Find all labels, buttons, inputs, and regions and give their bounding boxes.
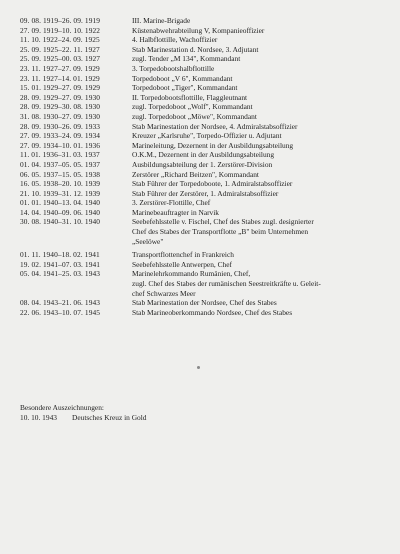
entry-date: 21. 10. 1939–31. 12. 1939 bbox=[20, 188, 101, 198]
award-date: 10. 10. 1943 bbox=[20, 412, 57, 422]
entry-description bbox=[132, 250, 390, 260]
entry-description bbox=[132, 83, 390, 93]
entry-description-line: Küstenabwehrabteilung V, Kompanieoffizier bbox=[132, 25, 265, 35]
timeline-entry bbox=[20, 298, 390, 308]
entry-description-line: Chef des Stabes der Transportflotte „B" beim Unternehmen bbox=[132, 227, 309, 237]
entry-date: 01. 11. 1940–18. 02. 1941 bbox=[20, 250, 100, 260]
entry-date: 11. 01. 1936–31. 03. 1937 bbox=[20, 150, 100, 160]
entry-description-line: chef Schwarzes Meer bbox=[132, 288, 196, 298]
timeline-entry bbox=[20, 26, 390, 36]
timeline-entry bbox=[20, 122, 390, 132]
timeline-entry bbox=[20, 308, 390, 318]
entry-date: 30. 08. 1940–31. 10. 1940 bbox=[20, 217, 101, 227]
entry-date: 25. 09. 1925–22. 11. 1927 bbox=[20, 44, 100, 54]
entry-date: 31. 08. 1930–27. 09. 1930 bbox=[20, 111, 101, 121]
entry-description bbox=[132, 93, 390, 103]
entry-description bbox=[132, 64, 390, 74]
timeline-entry bbox=[20, 83, 390, 93]
timeline-entry bbox=[20, 16, 390, 26]
timeline-entry bbox=[20, 179, 390, 189]
timeline-entry bbox=[20, 260, 390, 270]
entry-description-line: 3. Torpedobootshalbflottille bbox=[132, 63, 215, 73]
timeline-entry bbox=[20, 64, 390, 74]
entry-date: 05. 04. 1941–25. 03. 1943 bbox=[20, 269, 101, 279]
entry-description bbox=[132, 189, 390, 199]
entry-description-line: Marinebeauftragter in Narvik bbox=[132, 207, 220, 217]
timeline-entry bbox=[20, 160, 390, 170]
timeline-entry bbox=[20, 74, 390, 84]
entry-date: 01. 04. 1937–05. 05. 1937 bbox=[20, 159, 101, 169]
section-divider-dot bbox=[197, 366, 200, 369]
entry-description-line: O.K.M., Dezernent in der Ausbildungsabteilung bbox=[132, 150, 275, 160]
entry-description-line: zugl. Tender „M 134", Kommandant bbox=[132, 54, 241, 64]
entry-description bbox=[132, 160, 390, 170]
entry-description-line: zugl. Torpedoboot „Möwe", Kommandant bbox=[132, 111, 257, 121]
entry-description-line: zugl. Chef des Stabes der rumänischen Seestreitkräfte u. Geleit- bbox=[132, 279, 321, 289]
entry-date: 27. 09. 1934–10. 01. 1936 bbox=[20, 140, 101, 150]
entry-description-line: zugl. Torpedoboot „Wolf", Kommandant bbox=[132, 102, 253, 112]
entry-description bbox=[132, 150, 390, 160]
entry-date: 15. 01. 1929–27. 09. 1929 bbox=[20, 83, 101, 93]
entry-description bbox=[132, 74, 390, 84]
entry-description bbox=[132, 45, 390, 55]
timeline-entry bbox=[20, 198, 390, 208]
awards-heading: Besondere Auszeichnungen: bbox=[20, 403, 104, 412]
entry-description bbox=[132, 179, 390, 189]
entry-date: 19. 02. 1941–07. 03. 1941 bbox=[20, 259, 101, 269]
entry-description-line: Seebefehlsstelle v. Fischel, Chef des Stabes zugl. designierter bbox=[132, 217, 314, 227]
entry-description bbox=[132, 208, 390, 218]
entry-description bbox=[132, 217, 390, 246]
entry-date: 25. 09. 1925–00. 03. 1927 bbox=[20, 54, 101, 64]
timeline-entry bbox=[20, 208, 390, 218]
entry-description bbox=[132, 269, 390, 298]
entry-description-line: Stab Führer der Torpedoboote, 1. Admiralstabsoffizier bbox=[132, 179, 293, 189]
timeline-entry bbox=[20, 35, 390, 45]
career-timeline bbox=[20, 16, 390, 317]
timeline-entry bbox=[20, 112, 390, 122]
timeline-entry bbox=[20, 45, 390, 55]
awards-section bbox=[20, 403, 147, 423]
entry-date: 22. 06. 1943–10. 07. 1945 bbox=[20, 307, 101, 317]
award-item bbox=[20, 413, 147, 423]
entry-description bbox=[132, 35, 390, 45]
entry-description bbox=[132, 260, 390, 270]
entry-date: 01. 01. 1940–13. 04. 1940 bbox=[20, 198, 101, 208]
entry-description bbox=[132, 198, 390, 208]
entry-description-line: „Seelöwe" bbox=[132, 236, 164, 246]
entry-date: 23. 11. 1927–27. 09. 1929 bbox=[20, 63, 100, 73]
award-name: Deutsches Kreuz in Gold bbox=[72, 412, 147, 422]
entry-date: 27. 09. 1933–24. 09. 1934 bbox=[20, 131, 101, 141]
timeline-entry bbox=[20, 217, 390, 246]
entry-description-line: Kreuzer „Karlsruhe", Torpedo-Offizier u. Adjutant bbox=[132, 131, 282, 141]
timeline-entry bbox=[20, 170, 390, 180]
entry-description bbox=[132, 54, 390, 64]
entry-description-line: Seebefehlsstelle Antwerpen, Chef bbox=[132, 259, 232, 269]
entry-description bbox=[132, 131, 390, 141]
entry-date: 23. 11. 1927–14. 01. 1929 bbox=[20, 73, 100, 83]
timeline-entry bbox=[20, 250, 390, 260]
entry-description-line: Zerstörer „Richard Beitzen", Kommandant bbox=[132, 169, 259, 179]
entry-date: 27. 09. 1919–10. 10. 1922 bbox=[20, 25, 101, 35]
entry-description-line: Stab Marineoberkommando Nordsee, Chef des Stabes bbox=[132, 307, 293, 317]
entry-description bbox=[132, 16, 390, 26]
entry-description-line: 3. Zerstörer-Flottille, Chef bbox=[132, 198, 211, 208]
timeline-entry bbox=[20, 54, 390, 64]
entry-date: 28. 09. 1929–30. 08. 1930 bbox=[20, 102, 101, 112]
entry-description bbox=[132, 298, 390, 308]
entry-description-line: Torpedoboot „V 6", Kommandant bbox=[132, 73, 233, 83]
timeline-entry bbox=[20, 102, 390, 112]
entry-description-line: Marinelehrkommando Rumänien, Chef, bbox=[132, 269, 251, 279]
timeline-entry bbox=[20, 93, 390, 103]
entry-description-line: Transportflottenchef in Frankreich bbox=[132, 250, 234, 260]
timeline-entry bbox=[20, 269, 390, 298]
entry-description-line: Stab Führer der Zerstörer, 1. Admiralstabsoffizier bbox=[132, 188, 279, 198]
entry-date: 16. 05. 1938–20. 10. 1939 bbox=[20, 179, 101, 189]
entry-description-line: Stab Marinestation der Nordsee, Chef des Stabes bbox=[132, 298, 277, 308]
entry-description bbox=[132, 122, 390, 132]
entry-description-line: II. Torpedobootsflottille, Flaggleutnant bbox=[132, 92, 248, 102]
entry-description-line: Marineleitung, Dezernent in der Ausbildungsabteilung bbox=[132, 140, 294, 150]
timeline-entry bbox=[20, 150, 390, 160]
entry-date: 11. 10. 1922–24. 09. 1925 bbox=[20, 35, 100, 45]
entry-date: 06. 05. 1937–15. 05. 1938 bbox=[20, 169, 101, 179]
entry-date: 08. 04. 1943–21. 06. 1943 bbox=[20, 298, 101, 308]
entry-description-line: III. Marine-Brigade bbox=[132, 16, 191, 25]
entry-description bbox=[132, 141, 390, 151]
entry-description bbox=[132, 112, 390, 122]
entry-description bbox=[132, 102, 390, 112]
entry-description bbox=[132, 308, 390, 318]
entry-description-line: 4. Halbflottille, Wachoffizier bbox=[132, 35, 218, 45]
entry-description bbox=[132, 26, 390, 36]
entry-description-line: Stab Marinestation der Nordsee, 4. Admiralstabsoffizier bbox=[132, 121, 298, 131]
timeline-entry bbox=[20, 189, 390, 199]
entry-date: 28. 09. 1930–26. 09. 1933 bbox=[20, 121, 101, 131]
entry-description-line: Stab Marinestation d. Nordsee, 3. Adjutant bbox=[132, 44, 259, 54]
entry-description-line: Torpedoboot „Tiger", Kommandant bbox=[132, 83, 238, 93]
entry-date: 28. 09. 1929–27. 09. 1930 bbox=[20, 92, 101, 102]
entry-description-line: Ausbildungsabteilung der 1. Zerstörer-Division bbox=[132, 159, 273, 169]
entry-date: 14. 04. 1940–09. 06. 1940 bbox=[20, 207, 101, 217]
timeline-entry bbox=[20, 141, 390, 151]
award-list bbox=[20, 413, 147, 423]
entry-date: 09. 08. 1919–26. 09. 1919 bbox=[20, 16, 101, 25]
timeline-entry bbox=[20, 131, 390, 141]
entry-description bbox=[132, 170, 390, 180]
